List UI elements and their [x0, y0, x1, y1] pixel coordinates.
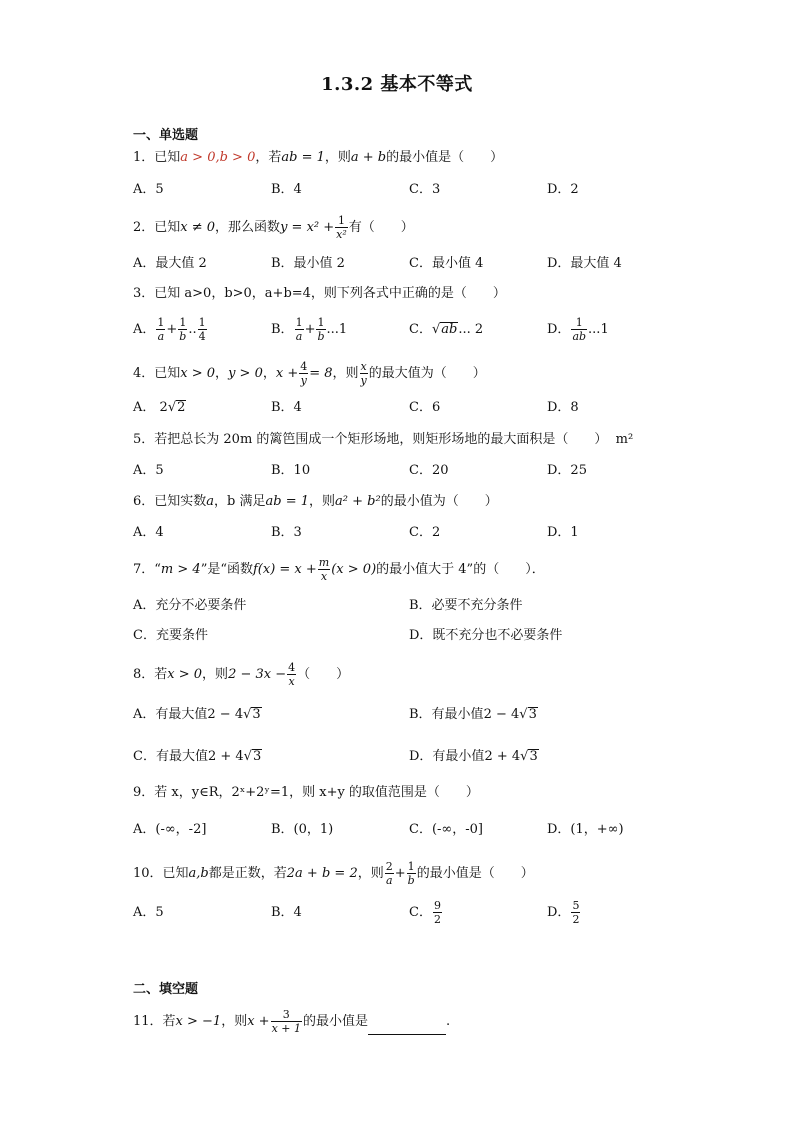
q9-option-c[interactable]: C．(-∞，-0] — [409, 822, 483, 837]
q9-options — [133, 815, 693, 845]
q10-options — [133, 898, 693, 932]
q7-option-a[interactable]: A．充分不必要条件 — [133, 598, 247, 613]
q1-prefix: 1．已知 — [133, 150, 181, 165]
q7-options-row-1 — [133, 591, 693, 621]
q7-option-b[interactable]: B．必要不充分条件 — [409, 598, 523, 613]
q6-option-c[interactable]: C．2 — [409, 525, 441, 540]
question-3: 3．已知 a>0，b>0，a+b=4，则下列各式中正确的是（ ） — [133, 286, 506, 301]
q7-option-d[interactable]: D．既不充分也不必要条件 — [409, 628, 563, 643]
q3-option-a[interactable]: A． $\frac{1}{a}$ + $\frac{1}{b}$ .. $\frac{1}{4}$ — [133, 316, 206, 343]
q2-condition: x ≠ 0 — [180, 220, 216, 235]
question-2 — [133, 214, 414, 241]
q4-options — [133, 393, 693, 423]
q5-option-c[interactable]: C．20 — [409, 463, 449, 478]
question-1 — [133, 147, 503, 169]
q1-option-d[interactable]: D．2 — [547, 182, 579, 197]
q2-expression: y = x² + — [280, 220, 335, 235]
question-10: 10．已知a,b都是正数，若2a + b = 2，则 $\frac{2}{a}$ + $\frac{1}{b}$ 的最小值是（ ） — [133, 860, 534, 887]
q2-options — [133, 249, 693, 279]
q10-option-d[interactable]: D． $\frac{5}{2}$ — [547, 899, 580, 926]
q4-option-c[interactable]: C．6 — [409, 400, 441, 415]
q1-condition: a > 0,b > 0 — [180, 150, 256, 165]
section-heading-single-choice: 一、单选题 — [133, 128, 199, 143]
page-title: 1.3.2 基本不等式 — [321, 74, 473, 95]
q8-option-a[interactable]: A．有最大值2 − 4√3 — [133, 707, 261, 722]
q1-mid-2: ，则 — [324, 150, 351, 165]
question-5: 5．若把总长为 20m 的篱笆围成一个矩形场地，则矩形场地的最大面积是（ ） m² — [133, 432, 634, 447]
q5-option-b[interactable]: B．10 — [271, 463, 311, 478]
question-4: 4．已知x > 0，y > 0，x + $\frac{4}{y}$ = 8，则 $\frac{x}{y}$ 的最大值为（ ） — [133, 360, 486, 387]
q8-options-row-2 — [133, 742, 693, 772]
q4-option-d[interactable]: D．8 — [547, 400, 579, 415]
q4-option-a[interactable]: A． 2√2 — [133, 400, 186, 415]
q1-mid: ，若 — [255, 150, 282, 165]
q6-option-d[interactable]: D．1 — [547, 525, 579, 540]
q10-option-b[interactable]: B．4 — [271, 905, 302, 920]
q8-option-d[interactable]: D．有最小值2 + 4√3 — [409, 749, 538, 764]
q10-option-a[interactable]: A．5 — [133, 905, 164, 920]
q8-option-b[interactable]: B．有最小值2 − 4√3 — [409, 707, 537, 722]
q11-answer-blank[interactable] — [368, 1020, 446, 1035]
q6-options — [133, 518, 693, 548]
q2-fraction: $\frac{1}{\text{x²}}$ — [336, 214, 347, 241]
q5-option-a[interactable]: A．5 — [133, 463, 164, 478]
q1-option-a[interactable]: A．5 — [133, 182, 164, 197]
q5-options — [133, 456, 693, 486]
q2-option-b[interactable]: B．最小值 2 — [271, 256, 345, 271]
q1-condition-2: ab = 1 — [281, 150, 325, 165]
q3-option-c[interactable]: C．√ab... 2 — [409, 322, 484, 337]
q1-expression: a + b — [350, 150, 387, 165]
q7-option-c[interactable]: C．充要条件 — [133, 628, 208, 643]
q2-mid: ，那么函数 — [215, 220, 281, 235]
question-6: 6．已知实数a，b 满足ab = 1，则a² + b²的最小值为（ ） — [133, 494, 498, 509]
q5-unit: m² — [615, 432, 634, 447]
q1-option-b[interactable]: B．4 — [271, 182, 302, 197]
q6-option-a[interactable]: A．4 — [133, 525, 164, 540]
section-heading-fill-blank: 二、填空题 — [133, 982, 199, 997]
q2-prefix: 2．已知 — [133, 220, 181, 235]
q9-option-d[interactable]: D．(1，+∞) — [547, 822, 624, 837]
q1-option-c[interactable]: C．3 — [409, 182, 441, 197]
q2-option-a[interactable]: A．最大值 2 — [133, 256, 207, 271]
q9-option-b[interactable]: B．(0，1) — [271, 822, 334, 837]
q3-option-b[interactable]: B． $\frac{1}{a}$ + $\frac{1}{b}$ ...1 — [271, 316, 348, 343]
q7-options-row-2 — [133, 621, 693, 651]
q10-option-c[interactable]: C． $\frac{9}{2}$ — [409, 899, 441, 926]
q4-option-b[interactable]: B．4 — [271, 400, 302, 415]
q9-option-a[interactable]: A．(-∞，-2] — [133, 822, 207, 837]
q1-options — [133, 175, 693, 205]
q2-suffix: 有（ ） — [348, 220, 414, 235]
q8-option-c[interactable]: C．有最大值2 + 4√3 — [133, 749, 262, 764]
q5-option-d[interactable]: D．25 — [547, 463, 587, 478]
question-7: 7．“m > 4”是“函数f(x) = x + $\frac{m}{x}$ (x > 0)的最小值大于 4”的（ ）． — [133, 556, 545, 583]
question-9: 9．若 x，y∈R，2ˣ+2ʸ=1，则 x+y 的取值范围是（ ） — [133, 785, 479, 800]
q3-options — [133, 315, 693, 349]
q6-option-b[interactable]: B．3 — [271, 525, 302, 540]
q2-option-c[interactable]: C．最小值 4 — [409, 256, 484, 271]
question-11: 11．若x > −1，则x + $\frac{3}{x + 1}$ 的最小值是 . — [133, 1008, 451, 1035]
question-8: 8．若x > 0，则2 − 3x − $\frac{4}{x}$ （ ） — [133, 661, 350, 688]
q1-suffix: 的最小值是（ ） — [386, 150, 504, 165]
q2-option-d[interactable]: D．最大值 4 — [547, 256, 622, 271]
q3-option-d[interactable]: D． $\frac{1}{ab}$ ...1 — [547, 316, 609, 343]
q8-options-row-1 — [133, 700, 693, 730]
